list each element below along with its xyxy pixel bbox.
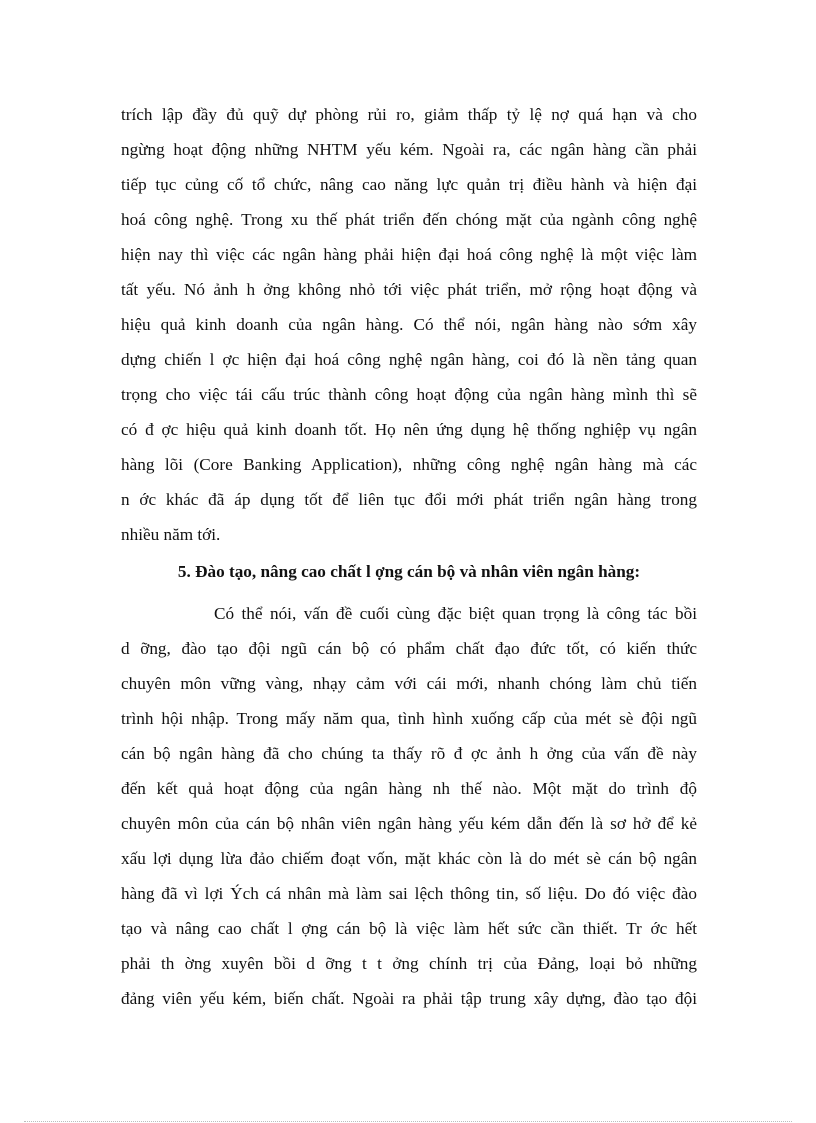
- paragraph-2-line: chuyên môn vững vàng, nhạy cảm với cái mới, nhanh chóng làm chủ tiến: [121, 674, 697, 693]
- section-heading: 5. Đào tạo, nâng cao chất l ợng cán bộ và nhân viên ngân hàng:: [177, 562, 641, 581]
- paragraph-2-line: phải th ờng xuyên bồi d ỡng t t ởng chính trị của Đảng, loại bỏ những: [121, 954, 697, 973]
- paragraph-1-line: hiện nay thì việc các ngân hàng phải hiện đại hoá công nghệ là một việc làm: [121, 245, 697, 264]
- page-bottom-divider: [24, 1121, 792, 1122]
- paragraph-2-line: d ỡng, đào tạo đội ngũ cán bộ có phẩm chất đạo đức tốt, có kiến thức: [121, 639, 697, 658]
- paragraph-1-line: tiếp tục củng cố tổ chức, nâng cao năng lực quản trị điều hành và hiện đại: [121, 175, 697, 194]
- paragraph-1-line: hàng lõi (Core Banking Application), những công nghệ ngân hàng mà các: [121, 455, 697, 474]
- paragraph-1-line: nhiều năm tới.: [121, 525, 221, 544]
- paragraph-1-line: trích lập đầy đủ quỹ dự phòng rủi ro, giảm thấp tỷ lệ nợ quá hạn và cho: [121, 105, 697, 124]
- paragraph-1-line: hiệu quả kinh doanh của ngân hàng. Có thể nói, ngân hàng nào sớm xây: [121, 315, 697, 334]
- paragraph-1-line: n ớc khác đã áp dụng tốt để liên tục đổi mới phát triển ngân hàng trong: [121, 490, 697, 509]
- paragraph-2-line: xấu lợi dụng lừa đảo chiếm đoạt vốn, mặt khác còn là do mét sè cán bộ ngân: [121, 849, 697, 868]
- paragraph-1-line: tất yếu. Nó ảnh h ởng không nhỏ tới việc phát triển, mở rộng hoạt động và: [121, 280, 697, 299]
- paragraph-1-line: hoá công nghệ. Trong xu thế phát triển đến chóng mặt của ngành công nghệ: [121, 210, 697, 229]
- paragraph-2-line: cán bộ ngân hàng đã cho chúng ta thấy rõ đ ợc ảnh h ởng của vấn đề này: [121, 744, 697, 763]
- paragraph-1-line: dựng chiến l ợc hiện đại hoá công nghệ ngân hàng, coi đó là nền tảng quan: [121, 350, 697, 369]
- paragraph-2-line: hàng đã vì lợi Ých cá nhân mà làm sai lệch thông tin, số liệu. Do đó việc đào: [121, 884, 697, 903]
- paragraph-1-line: trọng cho việc tái cấu trúc thành công hoạt động của ngân hàng mình thì sẽ: [121, 385, 697, 404]
- paragraph-2-line: đến kết quả hoạt động của ngân hàng nh thế nào. Một mặt do trình độ: [121, 779, 697, 798]
- paragraph-1-line: có đ ợc hiệu quả kinh doanh tốt. Họ nên ứng dụng hệ thống nghiệp vụ ngân: [121, 420, 697, 439]
- paragraph-1-line: ngừng hoạt động những NHTM yếu kém. Ngoài ra, các ngân hàng cần phải: [121, 140, 697, 159]
- paragraph-2-line: Có thể nói, vấn đề cuối cùng đặc biệt quan trọng là công tác bồi: [214, 604, 697, 623]
- paragraph-2-line: trình hội nhập. Trong mấy năm qua, tình hình xuống cấp của mét sè đội ngũ: [121, 709, 697, 728]
- paragraph-2-line: đảng viên yếu kém, biến chất. Ngoài ra phải tập trung xây dựng, đào tạo đội: [121, 989, 697, 1008]
- paragraph-2-line: tạo và nâng cao chất l ợng cán bộ là việc làm hết sức cần thiết. Tr ớc hết: [121, 919, 697, 938]
- paragraph-2-line: chuyên môn của cán bộ nhân viên ngân hàng yếu kém dẫn đến là sơ hở để kẻ: [121, 814, 697, 833]
